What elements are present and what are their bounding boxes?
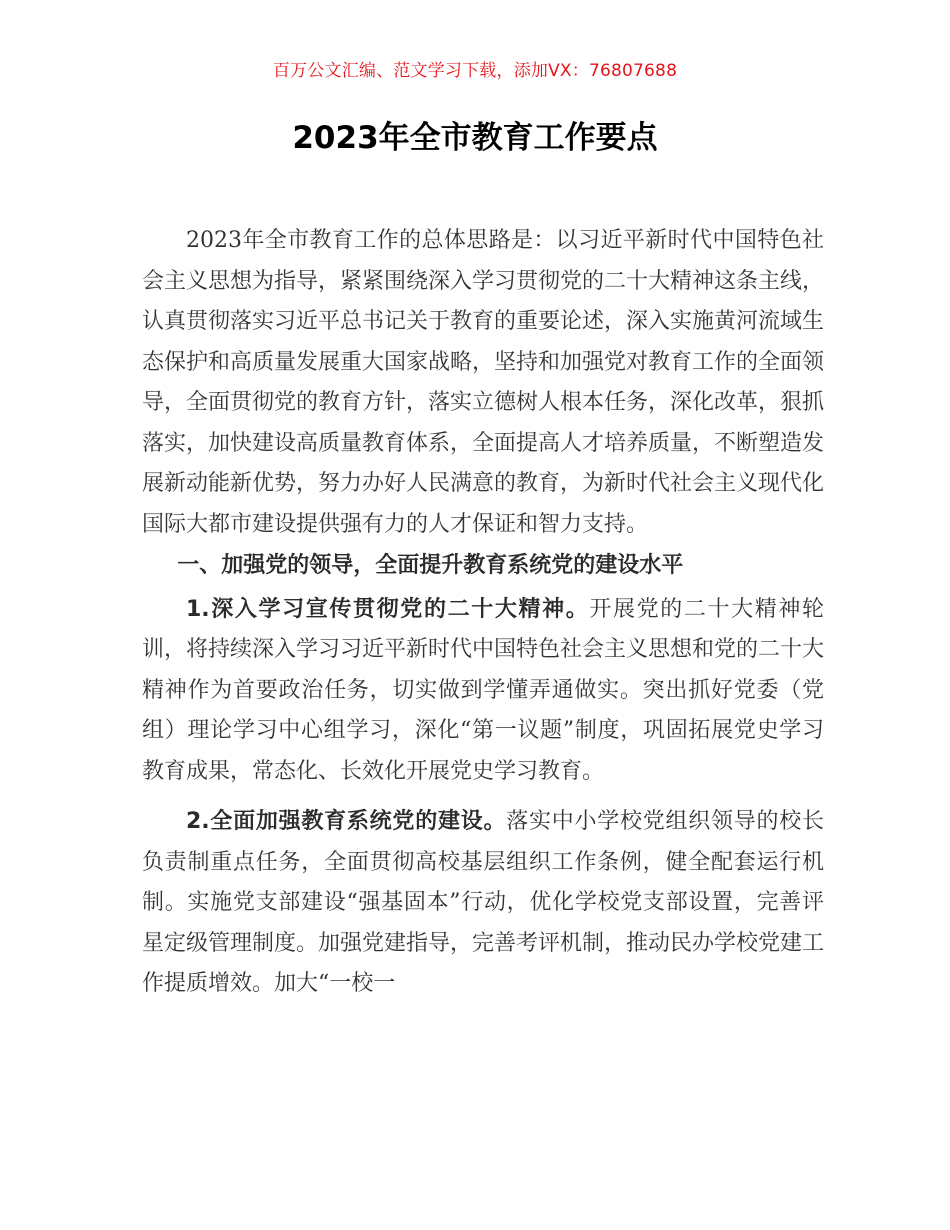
item-lead-2: 2.全面加强教育系统党的建设。 [186,809,507,834]
section-heading-1: 一、加强党的领导，全面提升教育系统党的建设水平 [177,553,684,578]
item-text-1: 开展党的二十大精神轮训，将持续深入学习习近平新时代中国特色社会主义思想和党的二十大精神作为首要政治任务，切实做到学懂弄通做实。突出抓好党委（党组）理论学习中心组学习，深化“第一议题”制度，巩固拓展党史学习教育成果，常态化、长效化开展党史学习教育。 [142,596,825,784]
paragraph-gap [142,792,824,802]
intro-paragraph: 2023年全市教育工作的总体思路是：以习近平新时代中国特色社会主义思想为指导，紧紧围绕深入学习贯彻党的二十大精神这条主线，认真贯彻落实习近平总书记关于教育的重要论述，深入实施黄河流域生态保护和高质量发展重大国家战略，坚持和加强党对教育工作的全面领导，全面贯彻党的教育方针，落实立德树人根本任务，深化改革，狠抓落实，加快建设高质量教育体系，全面提高人才培养质量，不断塑造发展新动能新优势，努力办好人民满意的教育，为新时代社会主义现代化国际大都市建设提供强有力的人才保证和智力支持。 [142,228,825,537]
item-text-2: 落实中小学校党组织领导的校长负责制重点任务，全面贯彻高校基层组织工作条例，健全配套运行机制。实施党支部建设“强基固本”行动，优化学校党支部设置，完善评星定级管理制度。加强党建指导，完善考评机制，推动民办学校党建工作提质增效。加大“一校一 [142,809,825,996]
document-title: 2023年全市教育工作要点 [292,120,658,156]
header-promo-note: 百万公文汇编、范文学习下载，添加VX：76807688 [272,61,678,81]
item-paragraph-2 [142,802,824,1005]
item-lead-1: 1.深入学习宣传贯彻党的二十大精神。 [186,596,590,622]
document-body [142,221,824,1005]
item-paragraph-1 [142,590,824,793]
